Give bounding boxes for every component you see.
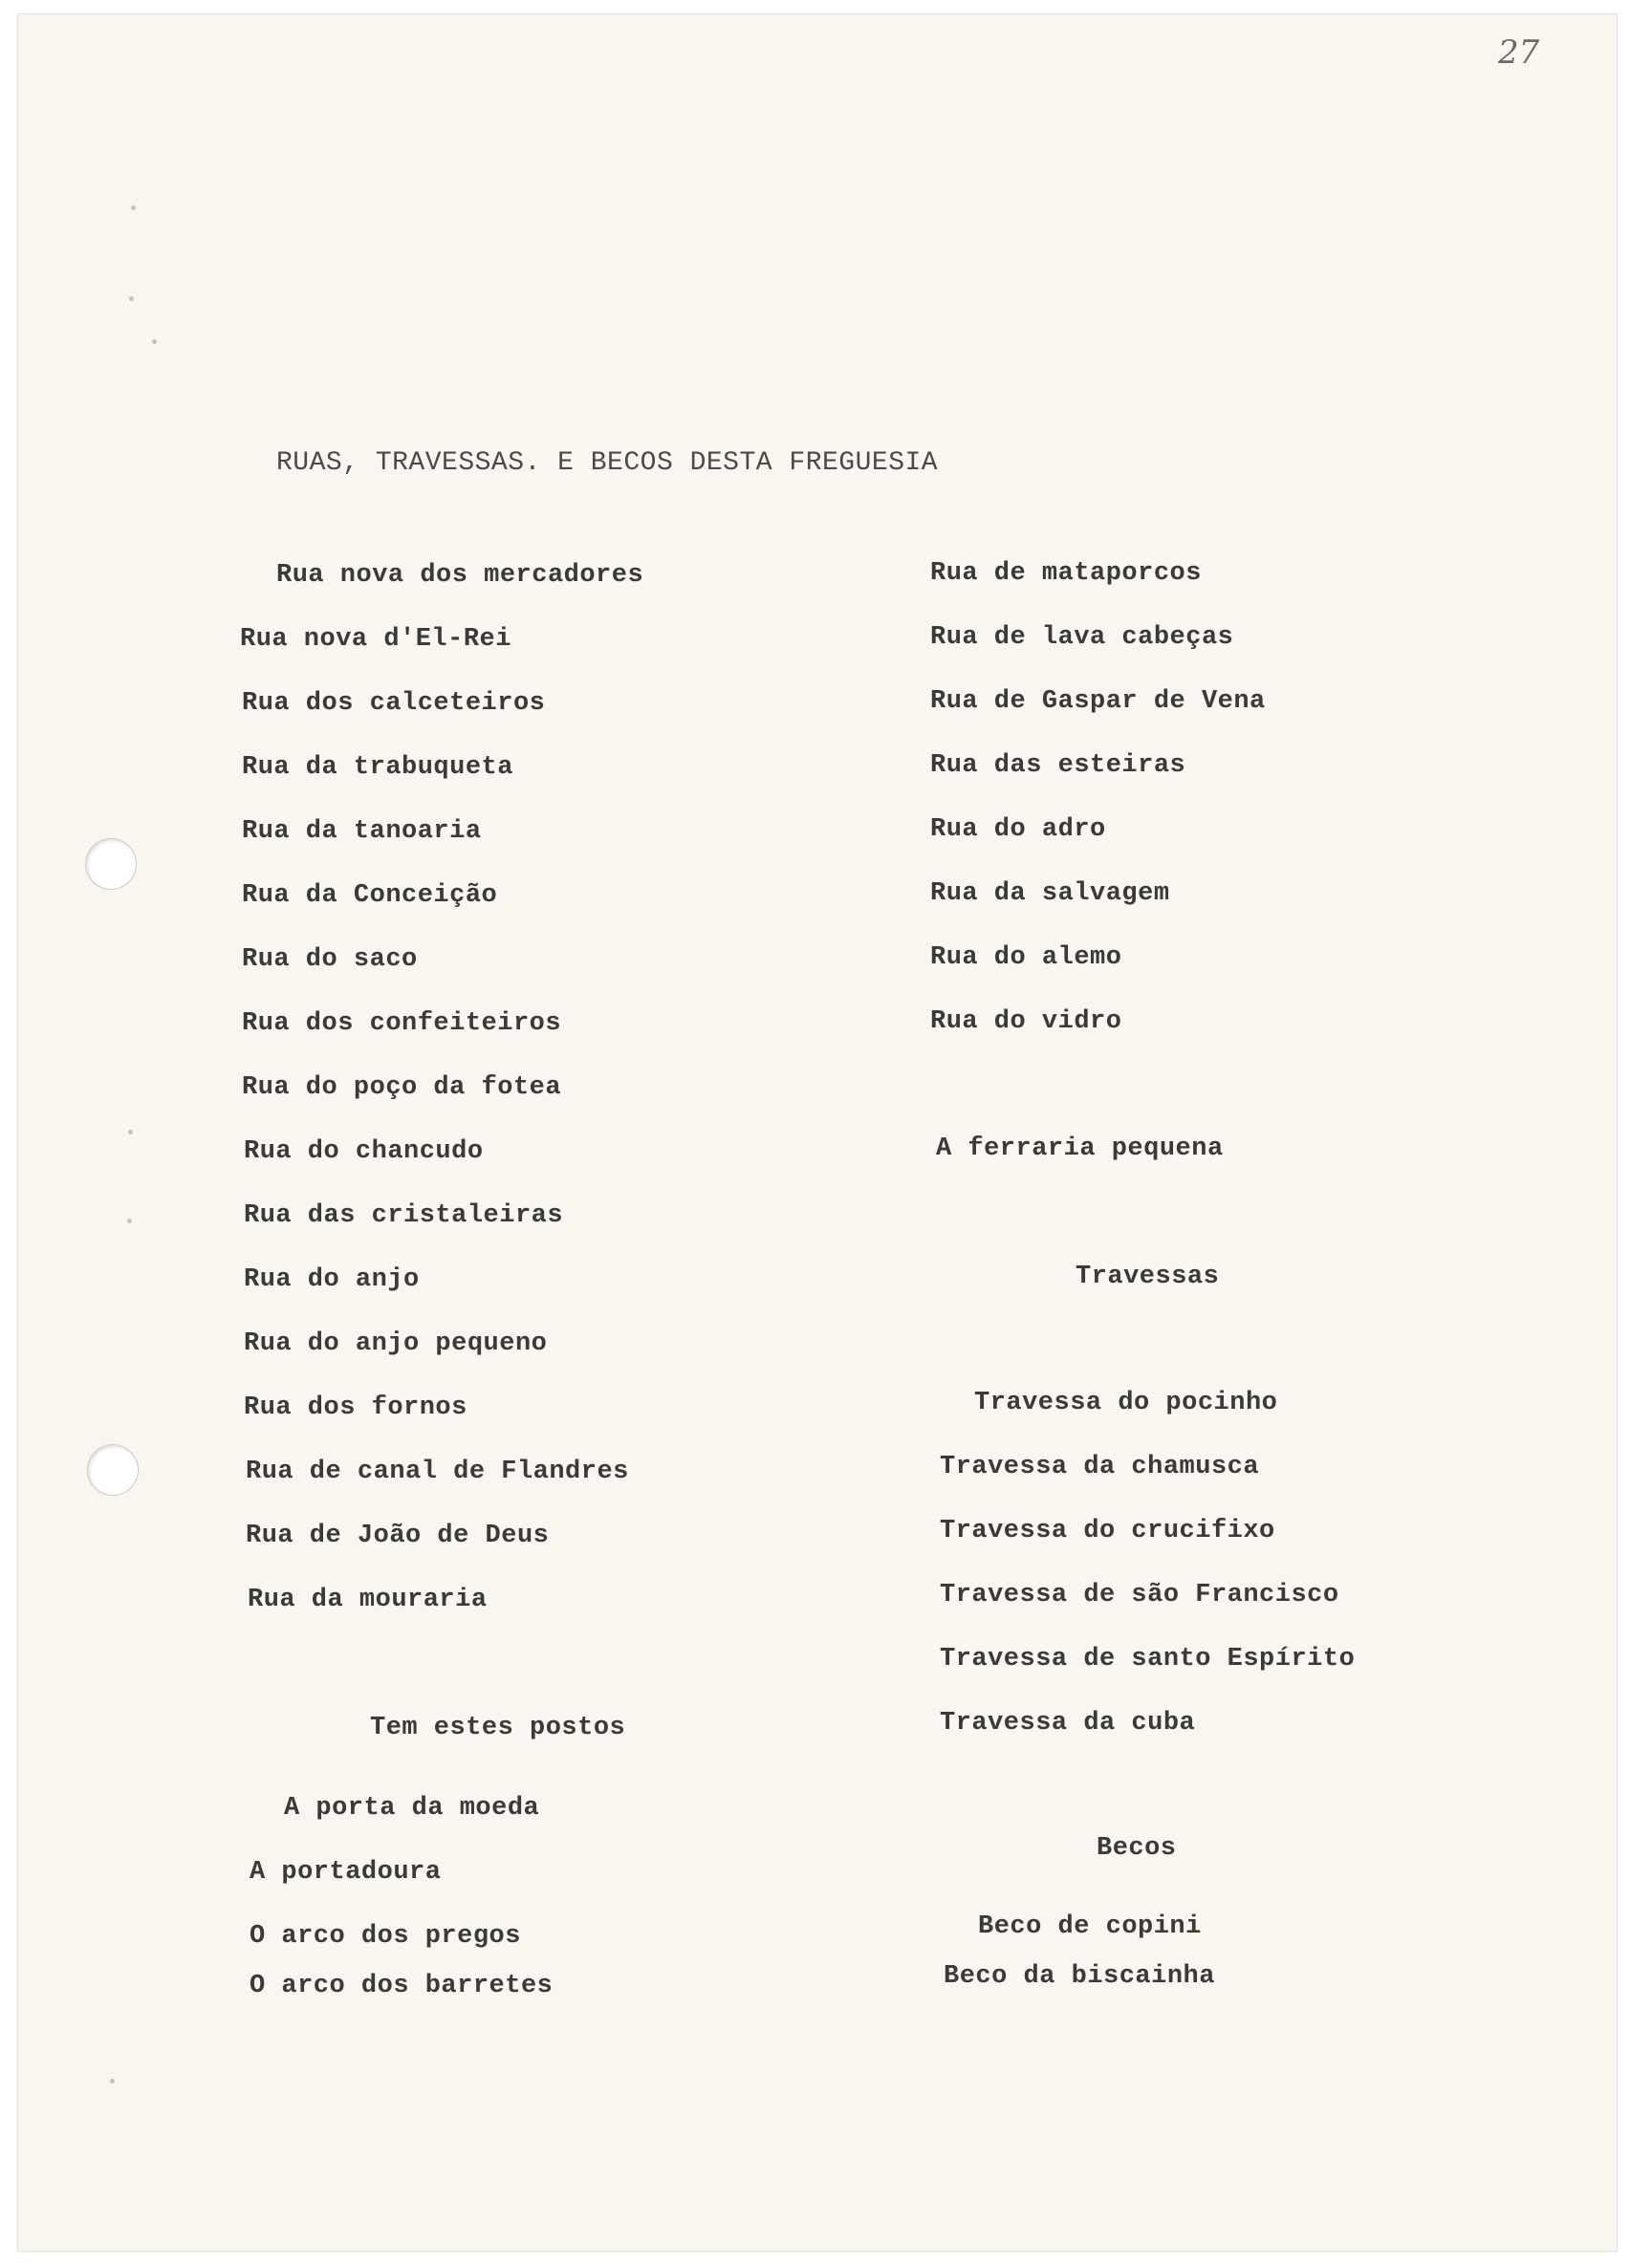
document-page xyxy=(17,13,1618,2252)
paper-speck xyxy=(131,205,136,210)
left-rua-item: Rua de João de Deus xyxy=(246,1522,550,1550)
punch-hole-top xyxy=(85,838,137,890)
left-rua-item: Rua nova d'El-Rei xyxy=(240,625,511,654)
right-rua-item: Rua das esteiras xyxy=(930,751,1186,780)
paper-speck xyxy=(128,1130,133,1134)
travessas-heading: Travessas xyxy=(1076,1263,1220,1291)
left-rua-item: Rua da trabuqueta xyxy=(242,753,513,782)
posto-item: A portadoura xyxy=(250,1858,442,1887)
right-rua-item: Rua da salvagem xyxy=(930,879,1170,908)
beco-item: Beco de copini xyxy=(978,1912,1202,1941)
right-rua-item: Rua do adro xyxy=(930,815,1106,844)
paper-speck xyxy=(127,1219,132,1223)
right-rua-item: Rua de Gaspar de Vena xyxy=(930,687,1266,716)
paper-speck xyxy=(152,339,157,344)
left-rua-item: Rua da mouraria xyxy=(248,1586,488,1614)
left-rua-item: Rua dos calceteiros xyxy=(242,689,546,718)
page-number: 27 xyxy=(1498,33,1540,72)
paper-speck xyxy=(110,2079,115,2084)
ferraria-item: A ferraria pequena xyxy=(936,1134,1224,1163)
left-rua-item: Rua do saco xyxy=(242,945,418,974)
travessa-item: Travessa da cuba xyxy=(940,1709,1196,1738)
left-rua-item: Rua nova dos mercadores xyxy=(276,561,644,590)
paper-speck xyxy=(129,296,134,301)
beco-item: Beco da biscainha xyxy=(944,1962,1215,1991)
left-rua-item: Rua do poço da fotea xyxy=(242,1073,562,1102)
travessa-item: Travessa do pocinho xyxy=(974,1389,1278,1417)
posto-item: O arco dos pregos xyxy=(250,1922,521,1951)
left-rua-item: Rua dos fornos xyxy=(244,1393,467,1422)
left-rua-item: Rua do chancudo xyxy=(244,1137,484,1166)
posto-item: A porta da moeda xyxy=(284,1794,540,1823)
travessa-item: Travessa da chamusca xyxy=(940,1453,1260,1481)
travessa-item: Travessa de são Francisco xyxy=(940,1581,1339,1609)
left-rua-item: Rua da tanoaria xyxy=(242,817,482,846)
right-rua-item: Rua de lava cabeças xyxy=(930,623,1234,652)
punch-hole-bottom xyxy=(87,1444,139,1496)
left-rua-item: Rua da Conceição xyxy=(242,881,498,910)
postos-heading: Tem estes postos xyxy=(370,1714,626,1742)
right-rua-item: Rua de mataporcos xyxy=(930,559,1202,588)
left-rua-item: Rua de canal de Flandres xyxy=(246,1458,629,1486)
left-rua-item: Rua do anjo pequeno xyxy=(244,1329,548,1358)
becos-heading: Becos xyxy=(1097,1834,1177,1863)
right-rua-item: Rua do vidro xyxy=(930,1007,1122,1036)
travessa-item: Travessa do crucifixo xyxy=(940,1517,1275,1545)
page-title: RUAS, TRAVESSAS. E BECOS DESTA FREGUESIA xyxy=(276,448,939,478)
posto-item: O arco dos barretes xyxy=(250,1972,554,2000)
travessa-item: Travessa de santo Espírito xyxy=(940,1645,1356,1674)
left-rua-item: Rua dos confeiteiros xyxy=(242,1009,562,1038)
left-rua-item: Rua das cristaleiras xyxy=(244,1201,564,1230)
right-rua-item: Rua do alemo xyxy=(930,943,1122,972)
left-rua-item: Rua do anjo xyxy=(244,1265,420,1294)
